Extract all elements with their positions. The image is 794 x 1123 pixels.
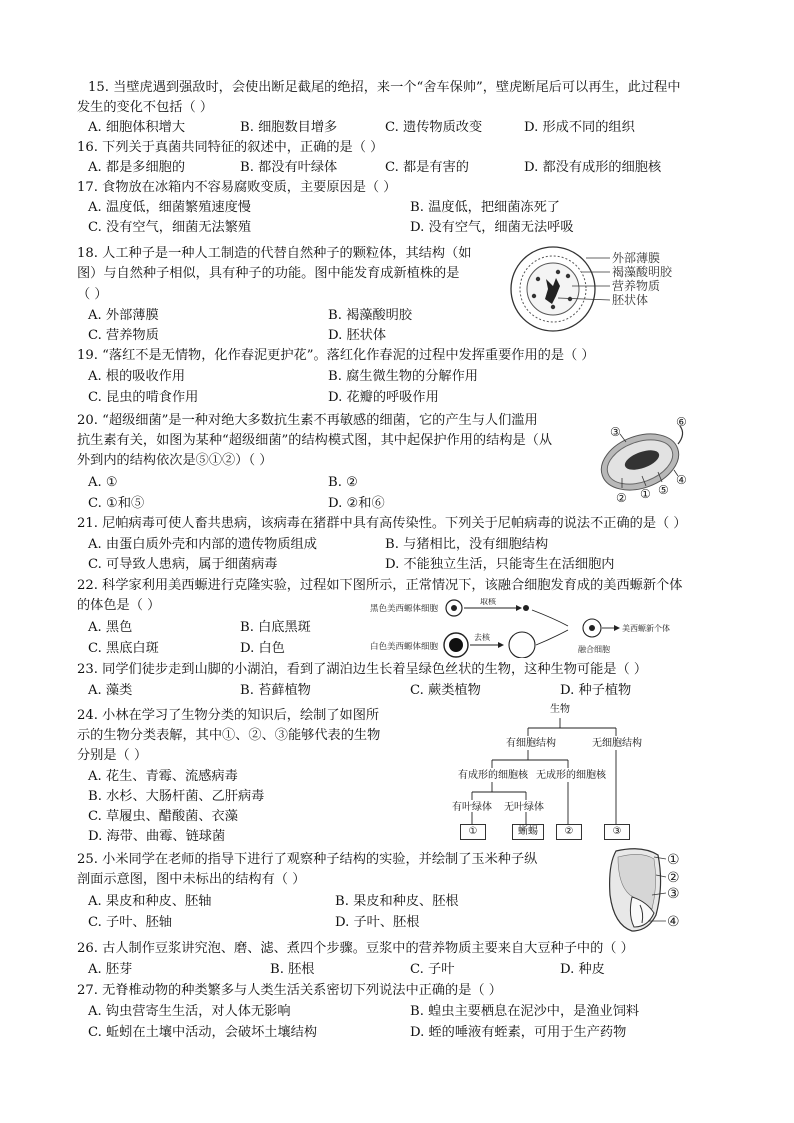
- q20-option-b: B. ②: [328, 475, 358, 490]
- q20-option-a: A. ①: [88, 475, 118, 490]
- bacterium-label-4: ④: [676, 473, 687, 487]
- q22-option-d: D. 白色: [240, 641, 285, 656]
- q21-option-a: A. 由蛋白质外壳和内部的遗传物质组成: [88, 537, 317, 552]
- tree-box-2: ②: [556, 824, 582, 840]
- q21-option-d: D. 不能独立生活，只能寄生在活细胞内: [385, 557, 615, 572]
- q15-option-a: A. 细胞体积增大: [88, 120, 186, 135]
- q17-stem: 17. 食物放在冰箱内不容易腐败变质，主要原因是（ ）: [77, 180, 397, 195]
- tree-nucleus: 有成形的细胞核: [458, 770, 528, 781]
- q20-option-c: C. ①和⑤: [88, 496, 145, 511]
- corn-label-1: ①: [667, 852, 680, 868]
- clone-label-white-cell: 白色美西螈体细胞: [370, 642, 439, 652]
- clone-label-fused: 融合细胞: [578, 645, 610, 654]
- q17-option-c: C. 没有空气，细菌无法繁殖: [88, 220, 252, 235]
- tree-chloroplast: 有叶绿体: [452, 802, 492, 813]
- q24-stem-line1: 24. 小林在学习了生物分类的知识后，绘制了如图所: [77, 708, 380, 723]
- q23-option-a: A. 藻类: [88, 683, 133, 698]
- q25-stem-line2: 剖面示意图，图中未标出的结构有（ ）: [77, 872, 306, 887]
- q20-stem-line1: 20. “超级细菌”是一种对绝大多数抗生素不再敏感的细菌，它的产生与人们滥用: [77, 413, 538, 428]
- q25-option-c: C. 子叶、胚轴: [88, 915, 172, 930]
- q18-option-c: C. 营养物质: [88, 328, 159, 343]
- bacterium-label-2: ②: [616, 491, 627, 504]
- q25-stem-line1: 25. 小米同学在老师的指导下进行了观察种子结构的实验，并绘制了玉米种子纵: [77, 852, 538, 867]
- q18-stem-line3: （ ）: [77, 287, 108, 302]
- corn-label-4: ④: [667, 914, 680, 930]
- q15-option-c: C. 遗传物质改变: [385, 120, 483, 135]
- q17-option-d: D. 没有空气，细菌无法呼吸: [410, 220, 574, 235]
- tree-no-nucleus: 无成形的细胞核: [536, 770, 606, 781]
- q21-option-b: B. 与猪相比，没有细胞结构: [385, 537, 549, 552]
- artificial-seed-figure: [498, 244, 688, 334]
- q15-option-b: B. 细胞数目增多: [240, 120, 338, 135]
- q18-option-a: A. 外部薄膜: [88, 308, 159, 323]
- tree-box-lizard: 蜥蜴: [512, 824, 544, 840]
- bacterium-figure: [596, 414, 700, 504]
- q16-option-d: D. 都没有成形的细胞核: [524, 160, 662, 175]
- q18-stem-line1: 18. 人工种子是一种人工制造的代替自然种子的颗粒体，其结构（如: [77, 246, 472, 261]
- q16-option-a: A. 都是多细胞的: [88, 160, 186, 175]
- bacterium-label-5: ⑤: [658, 483, 669, 497]
- tree-acellular: 无细胞结构: [592, 738, 642, 749]
- q16-stem: 16. 下列关于真菌共同特征的叙述中，正确的是（ ）: [77, 140, 384, 155]
- q22-stem-line1: 22. 科学家利用美西螈进行克隆实验，过程如下图所示，正常情况下，该融合细胞发育成的美西螈新个体: [77, 578, 683, 593]
- clone-label-new-individual: 美西螈新个体: [622, 624, 670, 633]
- q23-stem: 23. 同学们徒步走到山脚的小湖泊，看到了湖泊边生长着呈绿色丝状的生物，这种生物可能是（ ）: [77, 662, 648, 677]
- q19-option-a: A. 根的吸收作用: [88, 369, 186, 384]
- tree-root: 生物: [550, 704, 570, 715]
- q22-option-c: C. 黑底白斑: [88, 641, 159, 656]
- q26-stem: 26. 古人制作豆浆讲究泡、磨、滤、煮四个步骤。豆浆中的营养物质主要来自大豆种子中的（ ）: [77, 941, 634, 956]
- q27-option-a: A. 钩虫营寄生生活，对人体无影响: [88, 1004, 291, 1019]
- q26-option-c: C. 子叶: [410, 962, 455, 977]
- q17-option-b: B. 温度低，把细菌冻死了: [410, 200, 560, 215]
- q24-option-a: A. 花生、青霉、流感病毒: [88, 769, 238, 784]
- q18-stem-line2: 图）与自然种子相似，具有种子的功能。图中能发育成新植株的是: [77, 266, 460, 281]
- q24-stem-line2: 示的生物分类表解，其中①、②、③能够代表的生物: [77, 728, 381, 743]
- q15-option-d: D. 形成不同的组织: [524, 120, 635, 135]
- seed-label-gel: 褐藻酸明胶: [612, 265, 673, 279]
- clone-label-black-cell: 黑色美西螈体细胞: [370, 604, 439, 614]
- q22-option-b: B. 白底黑斑: [240, 620, 311, 635]
- q27-option-c: C. 蚯蚓在土壤中活动，会破坏土壤结构: [88, 1025, 318, 1040]
- q22-option-a: A. 黑色: [88, 620, 133, 635]
- q25-option-d: D. 子叶、胚根: [335, 915, 420, 930]
- corn-label-2: ②: [667, 870, 680, 886]
- q21-option-c: C. 可导致人患病，属于细菌病毒: [88, 557, 278, 572]
- seed-label-nutrient: 营养物质: [612, 279, 661, 293]
- q15-stem-line2: 发生的变化不包括（ ）: [77, 100, 214, 115]
- tree-cellular: 有细胞结构: [506, 738, 556, 749]
- q15-stem-line1: 15. 当壁虎遇到强敌时，会使出断足截尾的绝招，来一个“舍车保帅”，壁虎断尾后可以再生，此过程中: [88, 80, 681, 95]
- q24-stem-line3: 分别是（ ）: [77, 748, 148, 763]
- q17-option-a: A. 温度低，细菌繁殖速度慢: [88, 200, 251, 215]
- q19-stem: 19. “落红不是无情物，化作春泥更护花”。落红化作春泥的过程中发挥重要作用的是（ ）: [77, 348, 595, 363]
- q16-option-b: B. 都没有叶绿体: [240, 160, 338, 175]
- q22-stem-line2: 的体色是（ ）: [77, 598, 161, 613]
- q18-option-b: B. 褐藻酸明胶: [328, 308, 413, 323]
- q20-stem-line2: 抗生素有关，如图为某种“超级细菌”的结构模式图，其中起保护作用的结构是（从: [77, 433, 553, 448]
- clone-label-take-nucleus: 取核: [480, 598, 496, 606]
- q19-option-d: D. 花瓣的呼吸作用: [328, 390, 439, 405]
- q24-option-c: C. 草履虫、醋酸菌、衣藻: [88, 809, 238, 824]
- q19-option-b: B. 腐生微生物的分解作用: [328, 369, 478, 384]
- q26-option-d: D. 种皮: [560, 962, 605, 977]
- classification-tree: [440, 700, 680, 840]
- q20-option-d: D. ②和⑥: [328, 496, 385, 511]
- bacterium-label-6: ⑥: [676, 415, 687, 429]
- tree-box-1: ①: [460, 824, 486, 840]
- q25-option-b: B. 果皮和种皮、胚根: [335, 894, 459, 909]
- q27-option-d: D. 蛭的唾液有蛭素，可用于生产药物: [410, 1025, 627, 1040]
- q24-option-b: B. 水杉、大肠杆菌、乙肝病毒: [88, 789, 265, 804]
- seed-label-embryoid: 胚状体: [612, 293, 649, 307]
- q23-option-c: C. 蕨类植物: [410, 683, 481, 698]
- seed-label-membrane: 外部薄膜: [612, 251, 661, 265]
- clone-label-remove-nucleus: 去核: [474, 633, 490, 642]
- q25-option-a: A. 果皮和种皮、胚轴: [88, 894, 212, 909]
- q21-stem: 21. 尼帕病毒可使人畜共患病，该病毒在猪群中具有高传染性。下列关于尼帕病毒的说法不正确的是（ ）: [77, 516, 687, 531]
- q26-option-a: A. 胚芽: [88, 962, 133, 977]
- bacterium-label-3: ③: [610, 425, 621, 439]
- tree-box-3: ③: [604, 824, 630, 840]
- corn-label-3: ③: [667, 886, 680, 902]
- q20-stem-line3: 外到内的结构依次是⑤①②）（ ）: [77, 453, 273, 468]
- cloning-figure: [368, 598, 718, 658]
- q23-option-d: D. 种子植物: [560, 683, 632, 698]
- q24-option-d: D. 海带、曲霉、链球菌: [88, 829, 226, 844]
- bacterium-label-1: ①: [640, 487, 651, 501]
- q27-option-b: B. 蝗虫主要栖息在泥沙中，是渔业饲料: [410, 1004, 640, 1019]
- q23-option-b: B. 苔藓植物: [240, 683, 311, 698]
- q16-option-c: C. 都是有害的: [385, 160, 469, 175]
- q26-option-b: B. 胚根: [270, 962, 315, 977]
- q18-option-d: D. 胚状体: [328, 328, 387, 343]
- corn-seed-figure: [602, 845, 692, 935]
- q27-stem: 27. 无脊椎动物的种类繁多与人类生活关系密切下列说法中正确的是（ ）: [77, 983, 502, 998]
- tree-no-chloroplast: 无叶绿体: [504, 802, 544, 813]
- q19-option-c: C. 昆虫的啃食作用: [88, 390, 199, 405]
